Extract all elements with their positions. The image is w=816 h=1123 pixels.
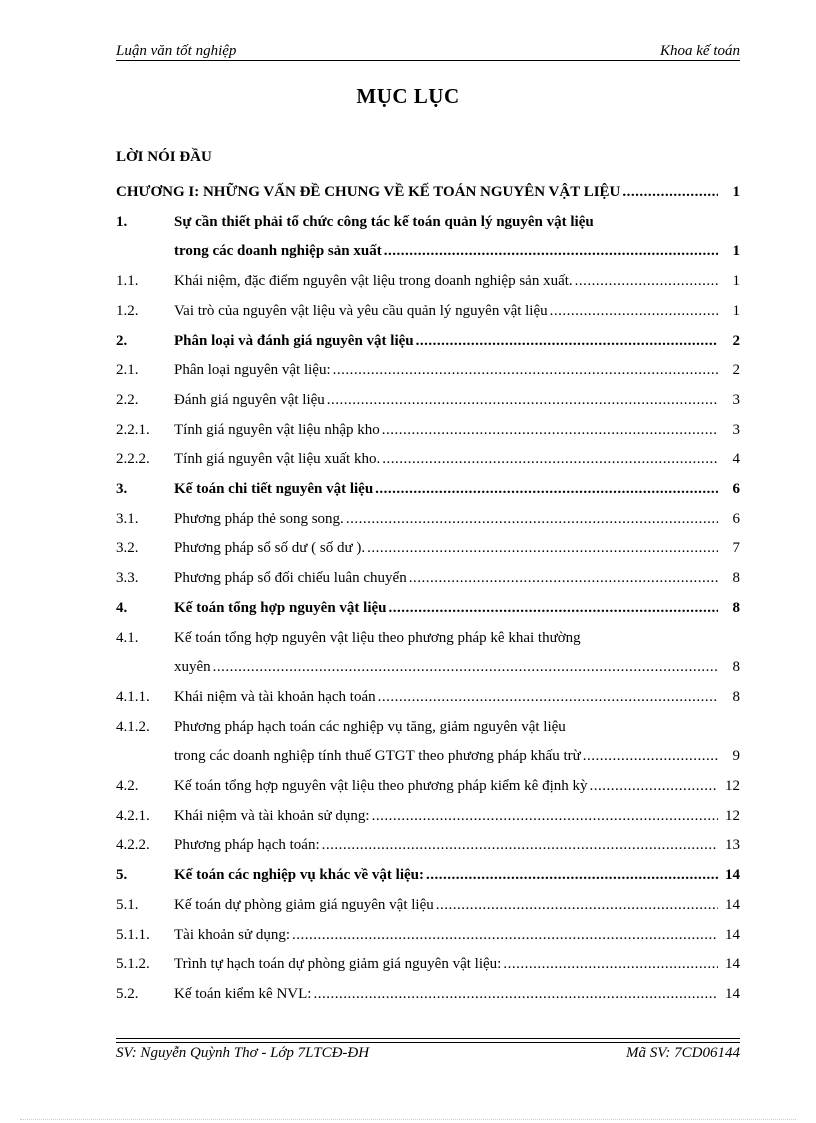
- toc-leader: [588, 772, 718, 802]
- toc-entry-text: Kế toán tổng hợp nguyên vật liệu theo phương pháp kiểm kê định kỳ: [174, 778, 588, 795]
- toc-entry-number: 5.1.1.: [116, 926, 150, 943]
- toc-entry-number: 5.: [116, 867, 128, 884]
- toc-entry-page: 7: [732, 540, 740, 557]
- toc-entry-text: Kế toán tổng hợp nguyên vật liệu theo phương pháp kê khai thường: [174, 629, 581, 646]
- toc-entry-number: 3.2.: [116, 540, 139, 557]
- page-header: [116, 38, 740, 60]
- footer-divider-thin: [116, 1042, 740, 1043]
- toc-entry-text: Khái niệm và tài khoản hạch toán: [174, 688, 376, 705]
- toc-entry-text: Sự cần thiết phải tổ chức công tác kế toán quản lý nguyên vật liệu: [174, 213, 594, 230]
- toc-entry-text: Tính giá nguyên vật liệu nhập kho: [174, 421, 380, 438]
- toc-entry[interactable]: [116, 861, 740, 891]
- header-divider: [116, 60, 740, 61]
- toc-entry-text: trong các doanh nghiệp sản xuất: [174, 243, 382, 260]
- footer-left: SV: Nguyễn Quỳnh Thơ - Lớp 7LTCĐ-ĐH: [116, 1045, 370, 1061]
- toc-entry-page: 8: [732, 688, 740, 705]
- toc-leader: [382, 237, 718, 267]
- toc-entry-text: Phương pháp thẻ song song.: [174, 510, 344, 527]
- toc-entry-page: 14: [725, 985, 740, 1002]
- toc-chapter-page: 1: [732, 184, 740, 200]
- toc-entry[interactable]: [116, 386, 740, 416]
- toc-entry[interactable]: [116, 445, 740, 475]
- toc-entry-number: 1.1.: [116, 273, 139, 290]
- toc-leader: [434, 891, 718, 921]
- toc-entry-text: Khái niệm, đặc điểm nguyên vật liệu trong doanh nghiệp sản xuất.: [174, 273, 573, 290]
- toc-entry[interactable]: [116, 921, 740, 951]
- toc-entry[interactable]: [116, 564, 740, 594]
- toc-entry-page: 6: [732, 481, 740, 498]
- toc-entry-number: 5.2.: [116, 985, 139, 1002]
- toc-leader: [414, 327, 718, 357]
- toc-entry-page: 2: [732, 362, 740, 379]
- page-title: MỤC LỤC: [356, 84, 460, 108]
- toc-leader: [365, 534, 718, 564]
- toc-entry[interactable]: [116, 594, 740, 624]
- toc-entry-text: Tài khoản sử dụng:: [174, 926, 291, 943]
- toc-entry[interactable]: [116, 505, 740, 535]
- toc-entry-number: 3.3.: [116, 570, 139, 587]
- toc-entry[interactable]: [116, 534, 740, 564]
- toc-entry[interactable]: [116, 267, 740, 297]
- toc-entry-page: 14: [725, 896, 740, 913]
- toc-entry-text: Phương pháp hạch toán:: [174, 837, 320, 854]
- toc-entry-page: 6: [732, 510, 740, 527]
- toc-entry-text: Phân loại và đánh giá nguyên vật liệu: [174, 332, 414, 349]
- toc-entry-text: Vai trò của nguyên vật liệu và yêu cầu quản lý nguyên vật liệu: [174, 302, 548, 319]
- toc-entry[interactable]: [116, 297, 740, 327]
- toc-leader: [373, 475, 718, 505]
- toc-entry-page: 2: [732, 332, 740, 349]
- toc-entry-page: 1: [732, 243, 740, 260]
- toc-entry-page: 9: [732, 748, 740, 765]
- toc-entry[interactable]: [116, 475, 740, 505]
- toc-entry-number: 3.1.: [116, 510, 139, 527]
- toc-leader: [548, 297, 718, 327]
- toc-entry-number: 4.2.: [116, 778, 139, 795]
- toc-entry-text: trong các doanh nghiệp tính thuế GTGT theo phương pháp khấu trừ: [174, 748, 581, 765]
- toc-entry-page: 3: [732, 421, 740, 438]
- toc-entry[interactable]: [116, 416, 740, 446]
- toc-entry-text: Kế toán các nghiệp vụ khác về vật liệu:: [174, 867, 424, 884]
- toc-entry-page: 8: [732, 570, 740, 587]
- toc-entry-number: 3.: [116, 481, 128, 498]
- toc-entry-text: Khái niệm và tài khoản sử dụng:: [174, 807, 370, 824]
- toc-entry-text: Kế toán tổng hợp nguyên vật liệu: [174, 599, 387, 616]
- toc-entry[interactable]: [116, 624, 740, 683]
- toc-leader: [320, 831, 718, 861]
- toc-leader: [325, 386, 718, 416]
- toc-entry-text: Phân loại nguyên vật liệu:: [174, 362, 331, 379]
- page-footer: [116, 1045, 740, 1067]
- toc-entry[interactable]: [116, 831, 740, 861]
- toc-chapter-title: CHƯƠNG I: NHỮNG VẤN ĐỀ CHUNG VỀ KẾ TOÁN NGUYÊN VẬT LIỆU: [116, 184, 621, 200]
- toc-entry-number: 4.1.2.: [116, 718, 150, 735]
- toc-entry-page: 14: [725, 926, 740, 943]
- toc-entry-number: 4.: [116, 599, 128, 616]
- toc-leader: [344, 505, 718, 535]
- toc-leader: [501, 950, 718, 980]
- toc-entry[interactable]: [116, 891, 740, 921]
- toc-entry-page: 12: [725, 807, 740, 824]
- toc-entry-text: Kế toán dự phòng giảm giá nguyên vật liệu: [174, 896, 434, 913]
- toc-entry-text: Tính giá nguyên vật liệu xuất kho.: [174, 451, 381, 468]
- toc-leader: [311, 980, 718, 1010]
- toc-entry-number: 5.1.: [116, 896, 139, 913]
- table-of-contents: [116, 178, 740, 1010]
- toc-entry-page: 8: [732, 659, 740, 676]
- toc-chapter[interactable]: [116, 178, 740, 208]
- toc-entry-text: Phương pháp sổ số dư ( số dư ).: [174, 540, 366, 557]
- toc-entry-text: Phương pháp hạch toán các nghiệp vụ tăng, giảm nguyên vật liệu: [174, 718, 566, 735]
- toc-entry-text: xuyên: [174, 659, 211, 676]
- toc-entry-text: Kế toán kiểm kê NVL:: [174, 985, 312, 1002]
- toc-entry-page: 14: [725, 867, 740, 884]
- toc-leader: [211, 653, 718, 683]
- toc-leader: [407, 564, 718, 594]
- toc-entry-text: Kế toán chi tiết nguyên vật liệu: [174, 481, 374, 498]
- page-edge: [20, 1119, 796, 1120]
- toc-entry[interactable]: [116, 208, 740, 267]
- toc-entry[interactable]: [116, 802, 740, 832]
- toc-entry-number: 2.2.1.: [116, 421, 150, 438]
- header-left: Luận văn tốt nghiệp: [116, 43, 237, 59]
- toc-entry[interactable]: [116, 327, 740, 357]
- toc-entry-number: 1.2.: [116, 302, 139, 319]
- footer-right: Mã SV: 7CD06144: [625, 1045, 740, 1061]
- toc-entry-text: Đánh giá nguyên vật liệu: [174, 391, 325, 408]
- toc-entry-number: 2.2.2.: [116, 451, 150, 468]
- toc-entry-number: 5.1.2.: [116, 956, 150, 973]
- toc-leader: [331, 356, 718, 386]
- toc-entry[interactable]: [116, 980, 740, 1010]
- toc-entry[interactable]: [116, 713, 740, 772]
- header-right: Khoa kế toán: [660, 43, 740, 59]
- toc-leader: [620, 178, 718, 208]
- toc-entry[interactable]: [116, 772, 740, 802]
- toc-entry-number: 1.: [116, 213, 128, 230]
- toc-leader: [380, 416, 718, 446]
- toc-entry-number: 4.1.: [116, 629, 139, 646]
- toc-leader: [370, 802, 718, 832]
- toc-entry-page: 3: [732, 391, 740, 408]
- toc-leader: [424, 861, 718, 891]
- toc-entry-number: 2.: [116, 332, 128, 349]
- footer-divider: [116, 1038, 740, 1039]
- toc-entry-text: Trình tự hạch toán dự phòng giảm giá nguyên vật liệu:: [174, 956, 502, 973]
- toc-entry-number: 2.1.: [116, 362, 139, 379]
- toc-leader: [581, 742, 718, 772]
- toc-entry-page: 4: [732, 451, 740, 468]
- toc-entry-page: 12: [725, 778, 740, 795]
- toc-entry[interactable]: [116, 950, 740, 980]
- toc-entry-text: Phương pháp sổ đối chiếu luân chuyển: [174, 570, 407, 587]
- toc-entry-page: 8: [732, 599, 740, 616]
- toc-entry-page: 14: [725, 956, 740, 973]
- toc-entry[interactable]: [116, 356, 740, 386]
- toc-entry-page: 1: [732, 302, 740, 319]
- toc-entry-page: 1: [732, 273, 740, 290]
- toc-entry-number: 2.2.: [116, 391, 139, 408]
- toc-leader: [387, 594, 718, 624]
- toc-entry[interactable]: [116, 683, 740, 713]
- toc-leader: [376, 683, 718, 713]
- toc-entry-page: 13: [725, 837, 740, 854]
- toc-leader: [290, 921, 718, 951]
- toc-leader: [380, 445, 718, 475]
- toc-entry-number: 4.2.1.: [116, 807, 150, 824]
- toc-entry-number: 4.2.2.: [116, 837, 150, 854]
- toc-preface: LỜI NÓI ĐẦU: [116, 149, 212, 165]
- toc-leader: [573, 267, 718, 297]
- toc-entry-number: 4.1.1.: [116, 688, 150, 705]
